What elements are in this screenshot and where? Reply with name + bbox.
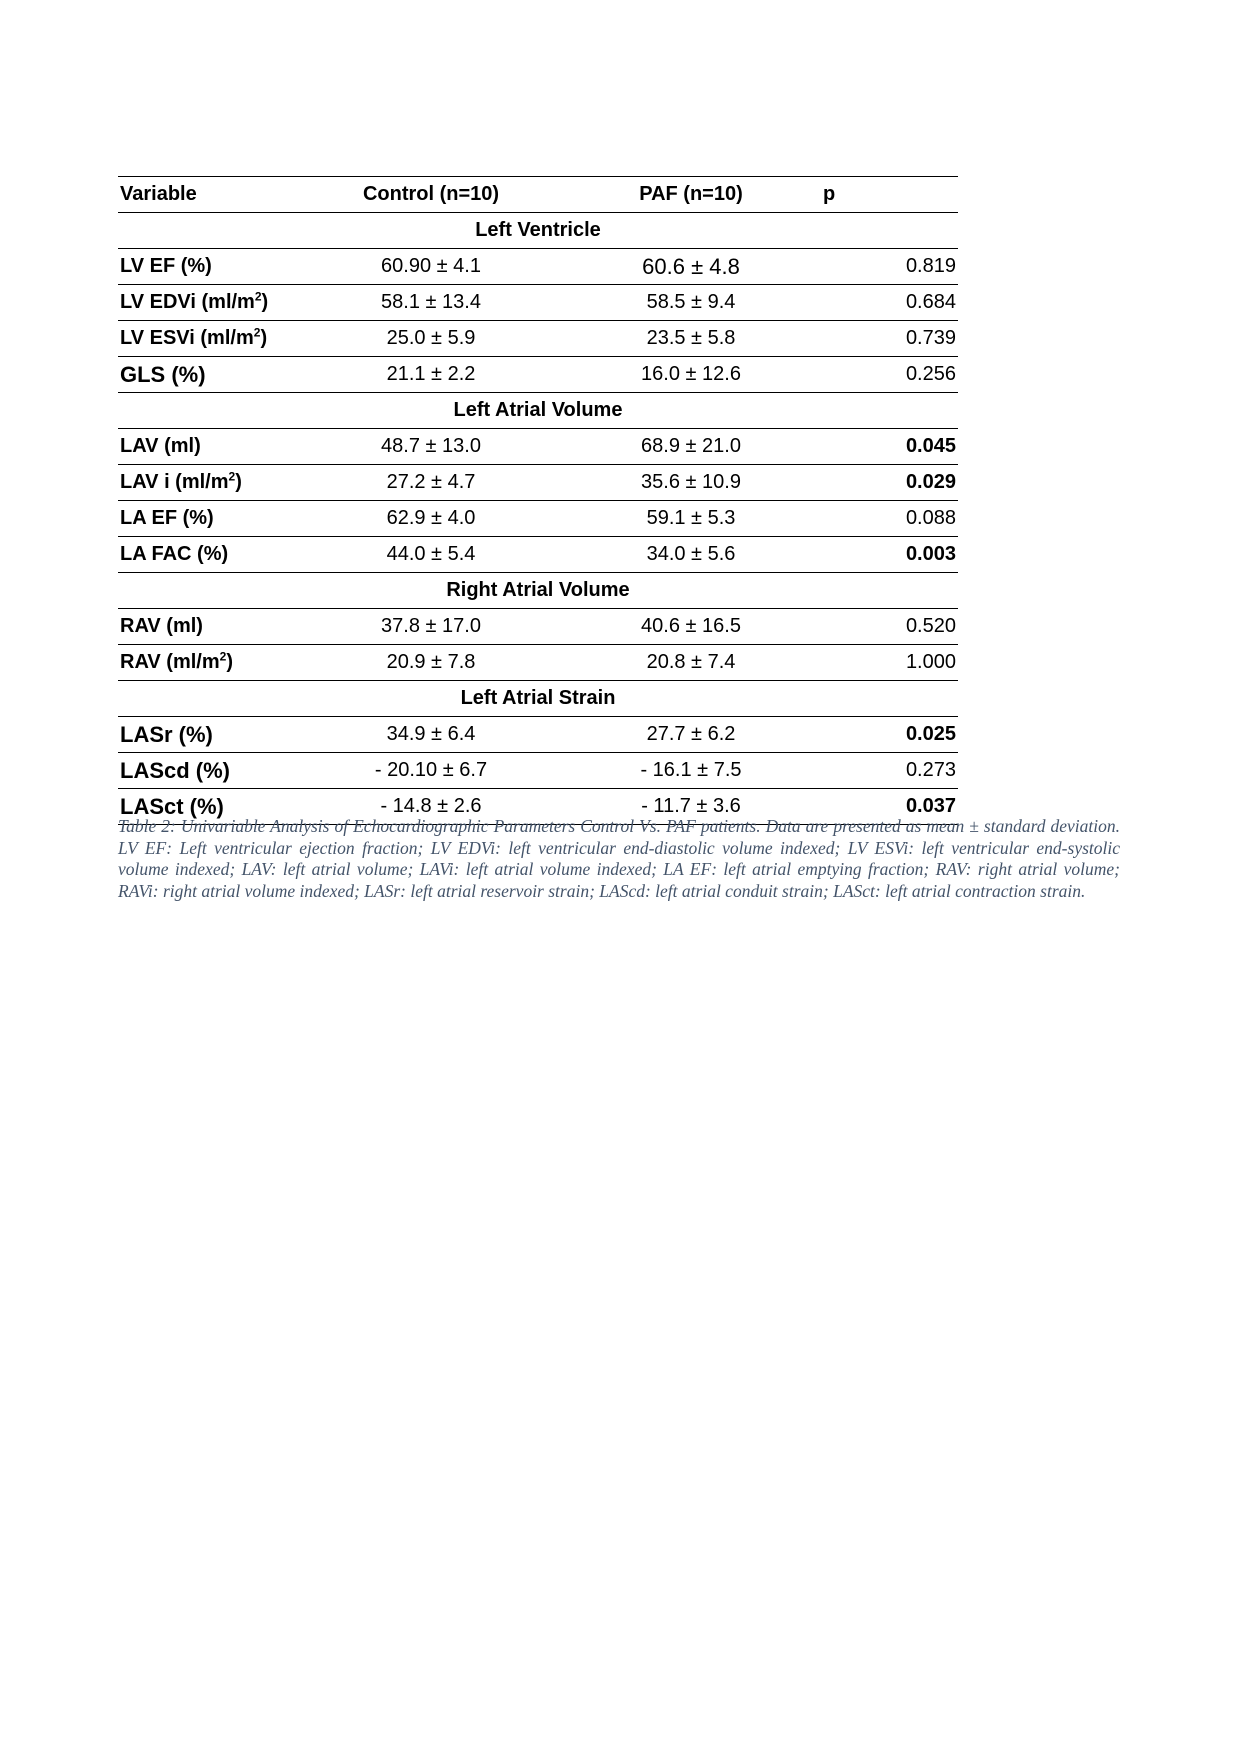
superscript: 2	[253, 325, 261, 340]
row-label-text: RAV (ml/m	[120, 651, 220, 673]
paf-value: 59.1 ± 5.3	[561, 501, 821, 537]
row-label	[118, 357, 301, 393]
section-title: Right Atrial Volume	[118, 573, 958, 609]
row-label-text: RAV (ml)	[120, 615, 203, 637]
row-label-text: LA EF (%)	[120, 507, 214, 529]
row-label	[118, 429, 301, 465]
section-row	[118, 573, 958, 609]
p-value: 0.256	[821, 357, 958, 393]
table-row	[118, 321, 958, 357]
control-value: 48.7 ± 13.0	[301, 429, 561, 465]
table-row	[118, 501, 958, 537]
row-label-suffix: )	[260, 327, 268, 349]
section-row	[118, 681, 958, 717]
row-label	[118, 321, 301, 357]
header-control: Control (n=10)	[301, 177, 561, 213]
section-row	[118, 393, 958, 429]
p-value: 1.000	[821, 645, 958, 681]
table-row	[118, 465, 958, 501]
table-row	[118, 717, 958, 753]
row-label-text: LASct (%)	[120, 793, 224, 819]
paf-value: 16.0 ± 12.6	[561, 357, 821, 393]
control-value: - 14.8 ± 2.6	[301, 789, 561, 825]
p-value: 0.520	[821, 609, 958, 645]
p-value: 0.739	[821, 321, 958, 357]
paf-value: 27.7 ± 6.2	[561, 717, 821, 753]
paf-value: 58.5 ± 9.4	[561, 285, 821, 321]
row-label-text: LASr (%)	[120, 721, 213, 747]
control-value: 58.1 ± 13.4	[301, 285, 561, 321]
row-label	[118, 717, 301, 753]
row-label	[118, 753, 301, 789]
table-row	[118, 645, 958, 681]
p-value: 0.684	[821, 285, 958, 321]
row-label-suffix: )	[261, 291, 269, 313]
paf-value: 68.9 ± 21.0	[561, 429, 821, 465]
section-title: Left Atrial Strain	[118, 681, 958, 717]
control-value: 44.0 ± 5.4	[301, 537, 561, 573]
table-row	[118, 609, 958, 645]
superscript: 2	[228, 469, 236, 484]
section-row	[118, 213, 958, 249]
row-label-text: LA FAC (%)	[120, 543, 229, 565]
header-paf: PAF (n=10)	[561, 177, 821, 213]
paf-value: 20.8 ± 7.4	[561, 645, 821, 681]
table-row	[118, 285, 958, 321]
control-value: 20.9 ± 7.8	[301, 645, 561, 681]
row-label-text: LV EF (%)	[120, 255, 212, 277]
table-row	[118, 429, 958, 465]
row-label-text: LV EDVi (ml/m	[120, 291, 255, 313]
row-label	[118, 285, 301, 321]
control-value: 25.0 ± 5.9	[301, 321, 561, 357]
control-value: - 20.10 ± 6.7	[301, 753, 561, 789]
paf-value: - 11.7 ± 3.6	[561, 789, 821, 825]
superscript: 2	[219, 649, 227, 664]
row-label-text: LV ESVi (ml/m	[120, 327, 254, 349]
p-value: 0.045	[821, 429, 958, 465]
p-value: 0.088	[821, 501, 958, 537]
header-variable: Variable	[118, 177, 301, 213]
row-label-text: GLS (%)	[120, 361, 206, 387]
control-value: 62.9 ± 4.0	[301, 501, 561, 537]
echo-results-table	[118, 176, 958, 825]
row-label-suffix: )	[226, 651, 233, 673]
row-label	[118, 609, 301, 645]
paf-value: 35.6 ± 10.9	[561, 465, 821, 501]
row-label	[118, 501, 301, 537]
section-title: Left Atrial Volume	[118, 393, 958, 429]
row-label-text: LAV (ml)	[120, 435, 201, 457]
paf-value: 34.0 ± 5.6	[561, 537, 821, 573]
control-value: 34.9 ± 6.4	[301, 717, 561, 753]
control-value: 37.8 ± 17.0	[301, 609, 561, 645]
row-label	[118, 249, 301, 285]
row-label	[118, 645, 301, 681]
table-header-row	[118, 177, 958, 213]
row-label-suffix: )	[235, 471, 242, 493]
control-value: 27.2 ± 4.7	[301, 465, 561, 501]
paf-value: 40.6 ± 16.5	[561, 609, 821, 645]
p-value: 0.819	[821, 249, 958, 285]
header-p: p	[821, 177, 958, 213]
p-value: 0.003	[821, 537, 958, 573]
row-label	[118, 537, 301, 573]
superscript: 2	[254, 289, 262, 304]
p-value: 0.029	[821, 465, 958, 501]
table-body	[118, 213, 958, 825]
table-row	[118, 357, 958, 393]
p-value: 0.273	[821, 753, 958, 789]
table-caption: Table 2: Univariable Analysis of Echocardiographic Parameters Control Vs. PAF patients. Data are presented as mean ± standard deviation. LV EF: Left ventricular ejection fraction; LV EDVi: left ventricular end-diastolic volume indexed; LV ESVi: left ventricular end-systolic volume indexed; LAV: left atrial volume; LAVi: left atrial volume indexed; LA EF: left atrial emptying fraction; RAV: right atrial volume; RAVi: right atrial volume indexed; LASr: left atrial reservoir strain; LAScd: left atrial conduit strain; LASct: left atrial contraction strain.	[118, 816, 1120, 901]
row-label-text: LAV i (ml/m	[120, 471, 229, 493]
table-row	[118, 537, 958, 573]
paf-value: 60.6 ± 4.8	[561, 249, 821, 285]
table-row	[118, 753, 958, 789]
row-label-text: LAScd (%)	[120, 757, 230, 783]
row-label	[118, 465, 301, 501]
p-value: 0.037	[821, 789, 958, 825]
paf-value: - 16.1 ± 7.5	[561, 753, 821, 789]
paf-value: 23.5 ± 5.8	[561, 321, 821, 357]
p-value: 0.025	[821, 717, 958, 753]
control-value: 60.90 ± 4.1	[301, 249, 561, 285]
section-title: Left Ventricle	[118, 213, 958, 249]
table-row	[118, 249, 958, 285]
control-value: 21.1 ± 2.2	[301, 357, 561, 393]
